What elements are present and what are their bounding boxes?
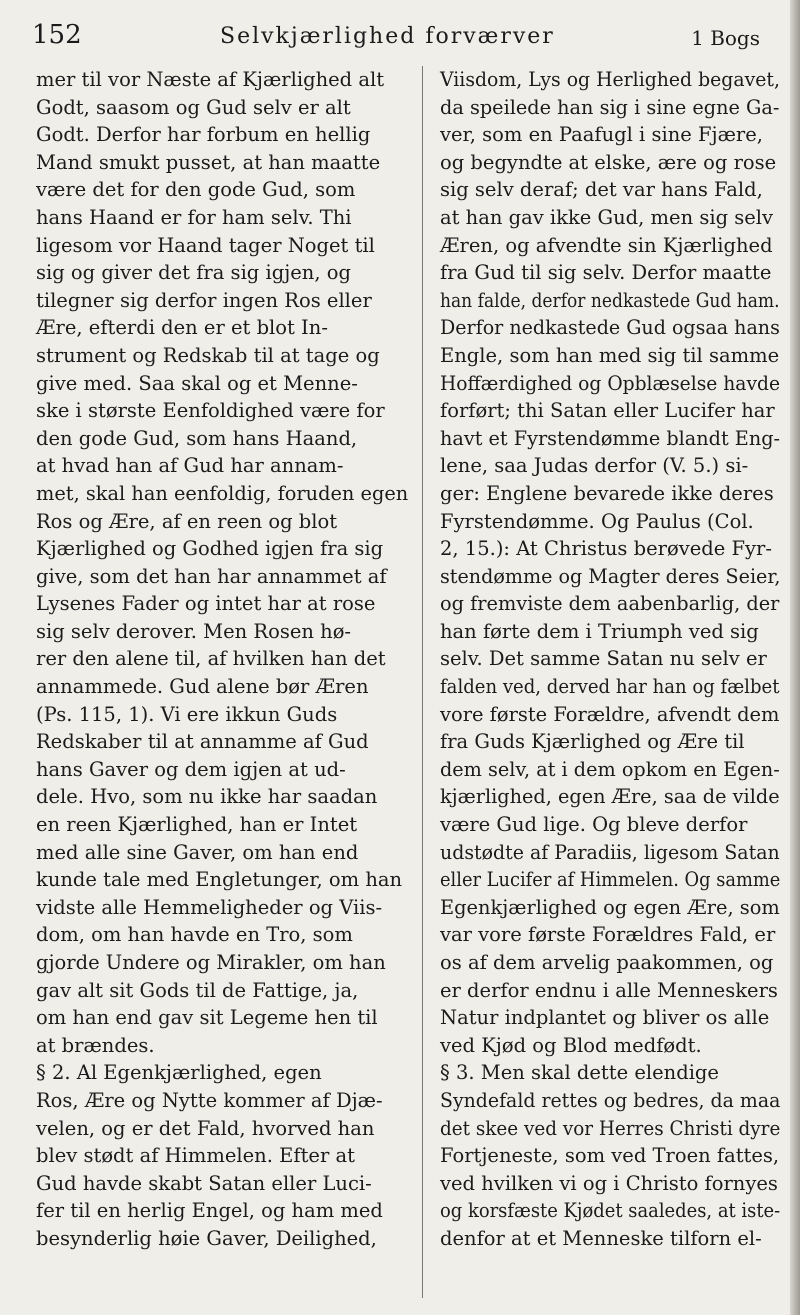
text-line: vore første Forældre, afvendt dem (440, 702, 780, 726)
text-line: kjærlighed, egen Ære, saa de vilde (440, 785, 780, 809)
text-line: gjorde Undere og Mirakler, om han (36, 951, 386, 974)
text-line: og korsfæste Kjødet saaledes, at iste- (440, 1199, 781, 1223)
text-line: Godt, saasom og Gud selv er alt (36, 95, 351, 119)
book-signature: 1 Bogs (691, 26, 760, 50)
text-line: forført; thi Satan eller Lucifer har (440, 399, 775, 423)
text-line: dele. Hvo, som nu ikke har saadan (36, 785, 378, 809)
text-line: vidste alle Hemmeligheder og Viis- (36, 895, 383, 919)
text-line: at han gav ikke Gud, men sig selv (440, 205, 774, 229)
text-line: Ære, efterdi den er et blot In- (36, 316, 328, 340)
text-line: er derfor endnu i alle Menneskers (440, 978, 778, 1002)
text-line: eller Lucifer af Himmelen. Og samme (440, 868, 781, 892)
text-line: denfor at et Menneske tilforn el- (440, 1226, 762, 1250)
page-edge (790, 0, 800, 1315)
text-line: Æren, og afvendte sin Kjærlighed (440, 233, 773, 257)
text-line: om han end gav sit Legeme hen til (36, 1006, 378, 1030)
text-line: Fyrstendømme. Og Paulus (Col. (440, 509, 754, 533)
text-line: ske i største Eenfoldighed være for (36, 399, 385, 423)
text-line: Fortjeneste, som ved Troen fattes, (440, 1144, 780, 1168)
text-line: give med. Saa skal og et Menne- (36, 371, 358, 395)
text-line: Hoffærdighed og Opblæselse havde (440, 371, 781, 395)
text-line: Ros og Ære, af en reen og blot (36, 509, 338, 533)
text-line: Redskaber til at annamme af Gud (36, 730, 369, 754)
text-line: dem selv, at i dem opkom en Egen- (440, 757, 780, 781)
text-line: blev stødt af Himmelen. Efter at (36, 1144, 355, 1168)
text-line: sig selv deraf; det var hans Fald, (440, 178, 763, 202)
text-line: Syndefald rettes og bedres, da maa (440, 1088, 781, 1112)
text-line: sig og giver det fra sig igjen, og (36, 261, 351, 285)
text-line: dom, om han havde en Tro, som (36, 923, 353, 947)
text-line: Mand smukt pusset, at han maatte (36, 150, 381, 174)
text-line: var vore første Forældres Fald, er (440, 923, 776, 947)
text-line: § 3. Men skal dette elendige (440, 1061, 719, 1085)
text-line: hans Gaver og dem igjen at ud- (36, 757, 346, 781)
text-line: en reen Kjærlighed, han er Intet (36, 813, 358, 837)
text-line: ger: Englene bevarede ikke deres (440, 481, 774, 505)
text-line: Engle, som han med sig til samme (440, 343, 780, 367)
left-column (36, 66, 408, 1253)
text-line: Ros, Ære og Nytte kommer af Djæ- (36, 1088, 383, 1112)
text-line: mer til vor Næste af Kjærlighed alt (36, 68, 385, 91)
page-number: 152 (32, 20, 82, 50)
text-line: selv. Det samme Satan nu selv er (440, 647, 767, 671)
text-line: ved Kjød og Blod medfødt. (440, 1033, 702, 1057)
text-line: Lysenes Fader og intet har at rose (36, 592, 376, 616)
column-divider (422, 66, 423, 1298)
text-line: gav alt sit Gods til de Fattige, ja, (36, 978, 359, 1002)
text-line: havt et Fyrstendømme blandt Eng- (440, 426, 781, 450)
text-line: at brændes. (36, 1033, 155, 1057)
text-line: da speilede han sig i sine egne Ga- (440, 95, 780, 119)
text-line: stendømme og Magter deres Seier, (440, 564, 781, 588)
text-line: annammede. Gud alene bør Æren (36, 675, 369, 699)
text-line: Egenkjærlighed og egen Ære, som (440, 895, 780, 919)
text-line: tilegner sig derfor ingen Ros eller (36, 288, 372, 312)
text-line: velen, og er det Fald, hvorved han (36, 1116, 375, 1140)
text-line: ved hvilken vi og i Christo fornyes (440, 1171, 778, 1195)
text-line: være det for den gode Gud, som (36, 178, 356, 202)
text-line: udstødte af Paradiis, ligesom Satan (440, 840, 780, 864)
text-line: Derfor nedkastede Gud ogsaa hans (440, 316, 780, 340)
text-line: sig selv derover. Men Rosen hø- (36, 619, 352, 643)
text-line: den gode Gud, som hans Haand, (36, 426, 358, 450)
text-line: Gud havde skabt Satan eller Luci- (36, 1171, 372, 1195)
text-line: fer til en herlig Engel, og ham med (36, 1199, 383, 1223)
text-line: han falde, derfor nedkastede Gud ham. (440, 288, 780, 312)
text-line: med alle sine Gaver, om han end (36, 840, 359, 864)
text-line: ligesom vor Haand tager Noget til (36, 233, 375, 257)
text-line: hans Haand er for ham selv. Thi (36, 205, 352, 229)
text-line: give, som det han har annammet af (36, 564, 387, 588)
text-line: han førte dem i Triumph ved sig (440, 619, 759, 643)
right-column (440, 66, 780, 1253)
text-line: og fremviste dem aabenbarlig, der (440, 592, 780, 616)
text-line: strument og Redskab til at tage og (36, 343, 380, 367)
text-line: fra Guds Kjærlighed og Ære til (440, 730, 745, 754)
text-line: det skee ved vor Herres Christi dyre (440, 1116, 781, 1140)
text-line: at hvad han af Gud har annam- (36, 454, 344, 478)
text-line: Kjærlighed og Godhed igjen fra sig (36, 537, 384, 561)
text-line: kunde tale med Engletunger, om han (36, 868, 403, 892)
text-line: fra Gud til sig selv. Derfor maatte (440, 261, 772, 285)
text-line: Natur indplantet og bliver os alle (440, 1006, 770, 1030)
text-line: os af dem arvelig paakommen, og (440, 951, 774, 974)
text-line: met, skal han eenfoldig, foruden egen (36, 481, 409, 505)
text-line: lene, saa Judas derfor (V. 5.) si- (440, 454, 749, 478)
text-line: og begyndte at elske, ære og rose (440, 150, 777, 174)
text-line: § 2. Al Egenkjærlighed, egen (36, 1061, 322, 1085)
text-line: (Ps. 115, 1). Vi ere ikkun Guds (36, 702, 338, 726)
text-line: ver, som en Paafugl i sine Fjære, (440, 123, 763, 147)
text-line: være Gud lige. Og bleve derfor (440, 813, 748, 837)
text-line: falden ved, derved har han og fælbet (440, 675, 780, 699)
text-line: 2, 15.): At Christus berøvede Fyr- (440, 537, 772, 561)
running-title: Selvkjærlighed forværver (220, 24, 555, 49)
text-line: Godt. Derfor har forbum en hellig (36, 123, 371, 147)
text-line: rer den alene til, af hvilken han det (36, 647, 386, 671)
text-line: Viisdom, Lys og Herlighed begavet, (440, 68, 780, 91)
text-line: besynderlig høie Gaver, Deilighed, (36, 1226, 377, 1250)
page-header (30, 20, 760, 60)
